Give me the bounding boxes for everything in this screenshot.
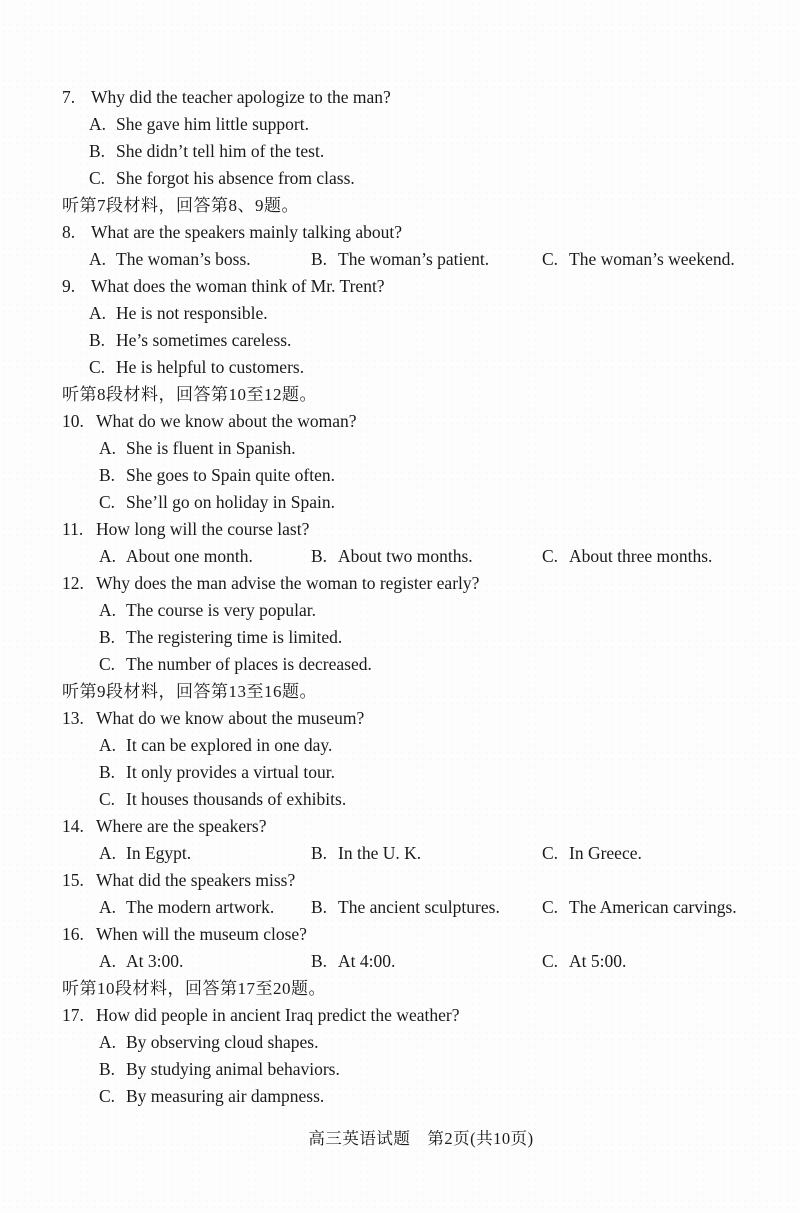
option-line: [62, 327, 780, 354]
option-c: C. At 5:00.: [542, 951, 627, 971]
question-line: [62, 1002, 780, 1029]
option-row: [62, 948, 780, 975]
question-text: What did the speakers miss?: [96, 870, 296, 890]
option-text: He is helpful to customers.: [116, 357, 305, 377]
option-text: She gave him little support.: [116, 114, 309, 134]
option-label: A.: [99, 735, 117, 755]
option-text: By measuring air dampness.: [126, 1086, 325, 1106]
question-number: 9.: [62, 276, 76, 296]
option-text: He’s sometimes careless.: [116, 330, 292, 350]
question-text: Where are the speakers?: [96, 816, 267, 836]
option-text: The registering time is limited.: [126, 627, 343, 647]
question-line: [62, 516, 780, 543]
option-label: B.: [89, 141, 106, 161]
question-number: 11.: [62, 519, 84, 539]
question-line: [62, 273, 780, 300]
question-number: 10.: [62, 411, 84, 431]
question-line: [62, 921, 780, 948]
option-label: C.: [99, 492, 116, 512]
option-text: By observing cloud shapes.: [126, 1032, 319, 1052]
option-row: [62, 840, 780, 867]
question-number: 7.: [62, 87, 76, 107]
section-instruction: 听第8段材料，回答第10至12题。: [62, 385, 317, 404]
option-c: C. The woman’s weekend.: [542, 249, 735, 269]
option-b: B. In the U. K.: [311, 843, 422, 863]
question-text: Why did the teacher apologize to the man?: [91, 87, 391, 107]
question-number: 17.: [62, 1005, 84, 1025]
question-number: 8.: [62, 222, 76, 242]
option-text: By studying animal behaviors.: [126, 1059, 340, 1079]
option-label: C.: [89, 357, 106, 377]
section-instruction: 听第9段材料，回答第13至16题。: [62, 682, 317, 701]
option-line: [62, 1029, 780, 1056]
option-label: B.: [99, 1059, 116, 1079]
option-line: [62, 759, 780, 786]
option-label: C.: [99, 1086, 116, 1106]
option-c: C. In Greece.: [542, 843, 642, 863]
question-line: [62, 813, 780, 840]
page-footer: 高三英语试题 第2页(共10页): [308, 1129, 534, 1148]
option-line: [62, 300, 780, 327]
question-number: 16.: [62, 924, 84, 944]
question-text: What do we know about the museum?: [96, 708, 365, 728]
option-line: [62, 786, 780, 813]
option-line: [62, 651, 780, 678]
question-line: [62, 570, 780, 597]
option-b: B. About two months.: [311, 546, 473, 566]
option-line: [62, 624, 780, 651]
option-text: She goes to Spain quite often.: [126, 465, 336, 485]
option-line: [62, 354, 780, 381]
option-text: It houses thousands of exhibits.: [126, 789, 347, 809]
option-c: C. About three months.: [542, 546, 713, 566]
question-number: 12.: [62, 573, 84, 593]
option-line: [62, 165, 780, 192]
question-line: [62, 408, 780, 435]
option-label: B.: [99, 627, 116, 647]
option-text: She is fluent in Spanish.: [126, 438, 296, 458]
question-text: What do we know about the woman?: [96, 411, 357, 431]
option-label: A.: [99, 1032, 117, 1052]
option-label: B.: [89, 330, 106, 350]
option-text: He is not responsible.: [116, 303, 268, 323]
option-line: [62, 111, 780, 138]
question-line: [62, 84, 780, 111]
option-label: C.: [99, 789, 116, 809]
option-row: [62, 543, 780, 570]
option-line: [62, 597, 780, 624]
option-b: B. The woman’s patient.: [311, 249, 490, 269]
option-line: [62, 1083, 780, 1110]
question-line: [62, 705, 780, 732]
option-line: [62, 1056, 780, 1083]
question-text: What are the speakers mainly talking about?: [91, 222, 402, 242]
option-text: She forgot his absence from class.: [116, 168, 355, 188]
option-text: She’ll go on holiday in Spain.: [126, 492, 336, 512]
option-label: B.: [99, 762, 116, 782]
option-b: B. At 4:00.: [311, 951, 396, 971]
option-line: [62, 489, 780, 516]
option-text: The course is very popular.: [126, 600, 317, 620]
option-text: She didn’t tell him of the test.: [116, 141, 325, 161]
question-line: [62, 867, 780, 894]
option-label: A.: [89, 114, 107, 134]
question-number: 13.: [62, 708, 84, 728]
option-a: A. At 3:00.: [99, 951, 184, 971]
option-label: A.: [99, 438, 117, 458]
option-label: A.: [89, 303, 107, 323]
option-text: It only provides a virtual tour.: [126, 762, 335, 782]
option-a: A. The modern artwork.: [99, 897, 275, 917]
question-text: How did people in ancient Iraq predict the weather?: [96, 1005, 460, 1025]
option-b: B. The ancient sculptures.: [311, 897, 500, 917]
question-text: When will the museum close?: [96, 924, 307, 944]
option-line: [62, 732, 780, 759]
question-text: What does the woman think of Mr. Trent?: [91, 276, 385, 296]
option-label: C.: [99, 654, 116, 674]
question-line: [62, 219, 780, 246]
option-label: A.: [99, 600, 117, 620]
section-instruction: 听第7段材料，回答第8、9题。: [62, 196, 299, 215]
option-label: B.: [99, 465, 116, 485]
question-number: 14.: [62, 816, 84, 836]
option-text: It can be explored in one day.: [126, 735, 333, 755]
question-number: 15.: [62, 870, 84, 890]
option-c: C. The American carvings.: [542, 897, 737, 917]
option-line: [62, 462, 780, 489]
option-a: A. In Egypt.: [99, 843, 192, 863]
section-instruction: 听第10段材料，回答第17至20题。: [62, 979, 326, 998]
option-text: The number of places is decreased.: [126, 654, 372, 674]
question-text: How long will the course last?: [96, 519, 310, 539]
option-line: [62, 435, 780, 462]
option-a: A. About one month.: [99, 546, 253, 566]
question-text: Why does the man advise the woman to register early?: [96, 573, 480, 593]
option-row: [62, 894, 780, 921]
option-line: [62, 138, 780, 165]
option-row: [62, 246, 780, 273]
option-label: C.: [89, 168, 106, 188]
option-a: A. The woman’s boss.: [89, 249, 251, 269]
